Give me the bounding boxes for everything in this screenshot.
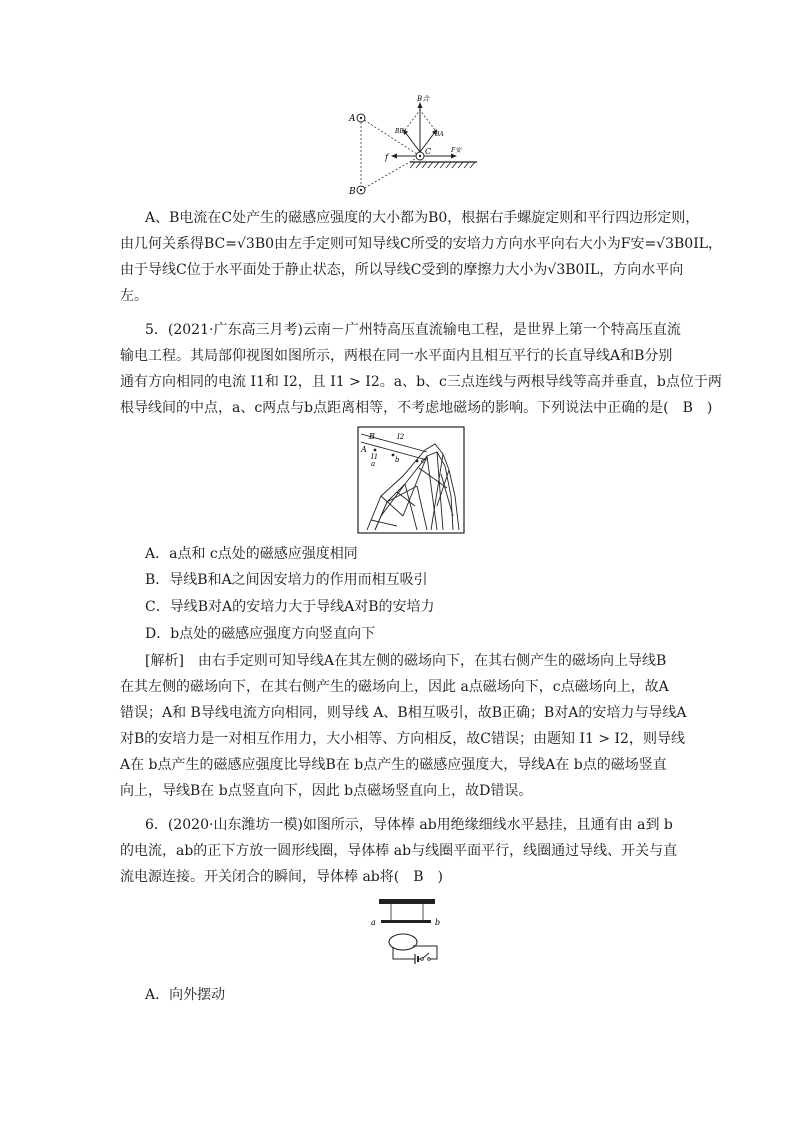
rod-label-a: a <box>371 918 376 927</box>
para1-line2: 由几何关系得BC=√3B0由左手定则可知导线C所受的安培力方向水平向右大小为F安=√3B0IL， <box>120 236 723 252</box>
tower-label-B: B <box>369 432 375 441</box>
rod-label-b: b <box>435 918 441 927</box>
para1-line1: A、B电流在C处产生的磁感应强度的大小都为B0，根据右手螺旋定则和平行四边形定则， <box>145 210 700 226</box>
force-diagram <box>345 92 485 202</box>
label-F-an: F安 <box>451 147 462 154</box>
tower-label-A: A <box>361 445 367 454</box>
label-A: A <box>349 114 356 124</box>
q5-line4: 根导线间的中点，a、c两点与b点距离相等，不考虑地磁场的影响。下列说法中正确的是( B ) <box>120 400 713 416</box>
transmission-tower-figure <box>357 426 465 534</box>
q6-option-a: A．向外摆动 <box>145 987 226 1003</box>
q5-option-b: B．导线B和A之间因安培力的作用而相互吸引 <box>145 572 428 588</box>
q6-line3: 流电源连接。开关闭合的瞬间，导体棒 ab将( B ) <box>120 869 443 885</box>
tower-label-a: a <box>371 460 376 468</box>
q5-line2: 输电工程。其局部仰视图如图所示，两根在同一水平面内且相互平行的长直导线A和B分别 <box>120 348 673 364</box>
q5-analysis-line5: A在 b点产生的磁感应强度比导线B在 b点产生的磁感应强度大，导线A在 b点的磁场竖直 <box>120 757 667 773</box>
rod-coil-figure <box>367 897 453 971</box>
tower-label-I1: I1 <box>371 453 379 461</box>
q5-option-c: C．导线B对A的安培力大于导线A对B的安培力 <box>145 599 435 615</box>
q5-analysis-line3: 错误；A和 B导线电流方向相同，则导线 A、B相互吸引，故B正确；B对A的安培力与导线A <box>120 705 687 721</box>
q6-line1: 6．(2020·山东潍坊一模)如图所示，导体棒 ab用绝缘细线水平悬挂，且通有由 a到 b <box>145 817 673 833</box>
tower-label-c: c <box>421 457 425 465</box>
label-B: B <box>349 187 356 197</box>
q5-analysis-line2: 在其左侧的磁场向下，在其右侧产生的磁场向上，因此 a点磁场向下，c点磁场向上，故A <box>120 679 669 695</box>
para1-line4: 左。 <box>120 288 148 304</box>
q5-analysis-line4: 对B的安培力是一对相互作用力，大小相等、方向相反，故C错误；由题知 I1 > I2，则导线 <box>120 731 685 747</box>
q5-analysis-line1: [解析] 由右手定则可知导线A在其左侧的磁场向下，在其右侧产生的磁场向上导线B <box>145 653 667 669</box>
label-B-A: BA <box>435 131 444 138</box>
label-B-B: BB <box>395 128 404 135</box>
q5-line1: 5．(2021·广东高三月考)云南－广州特高压直流输电工程，是世界上第一个特高压直流 <box>145 322 681 338</box>
label-C: C <box>425 147 432 156</box>
para1-line3: 由于导线C位于水平面处于静止状态，所以导线C受到的摩擦力大小为√3B0IL，方向水平向 <box>120 262 684 278</box>
tower-label-b: b <box>395 456 400 464</box>
tower-label-I2: I2 <box>397 433 405 441</box>
q6-line2: 的电流，ab的正下方放一圆形线圈，导体棒 ab与线圈平面平行，线圈通过导线、开关与直 <box>120 843 678 859</box>
label-f: f <box>385 153 388 162</box>
q5-option-d: D．b点处的磁感应强度方向竖直向下 <box>145 626 376 642</box>
q5-line3: 通有方向相同的电流 I1和 I2，且 I1 > I2。a、b、c三点连线与两根导线等高并垂直，b点位于两 <box>120 374 722 390</box>
q5-analysis-line6: 向上，导线B在 b点竖直向下，因此 b点磁场竖直向上，故D错误。 <box>120 783 533 799</box>
label-B-total: B合 <box>417 95 430 103</box>
q5-option-a: A．a点和 c点处的磁感应强度相同 <box>145 546 358 562</box>
